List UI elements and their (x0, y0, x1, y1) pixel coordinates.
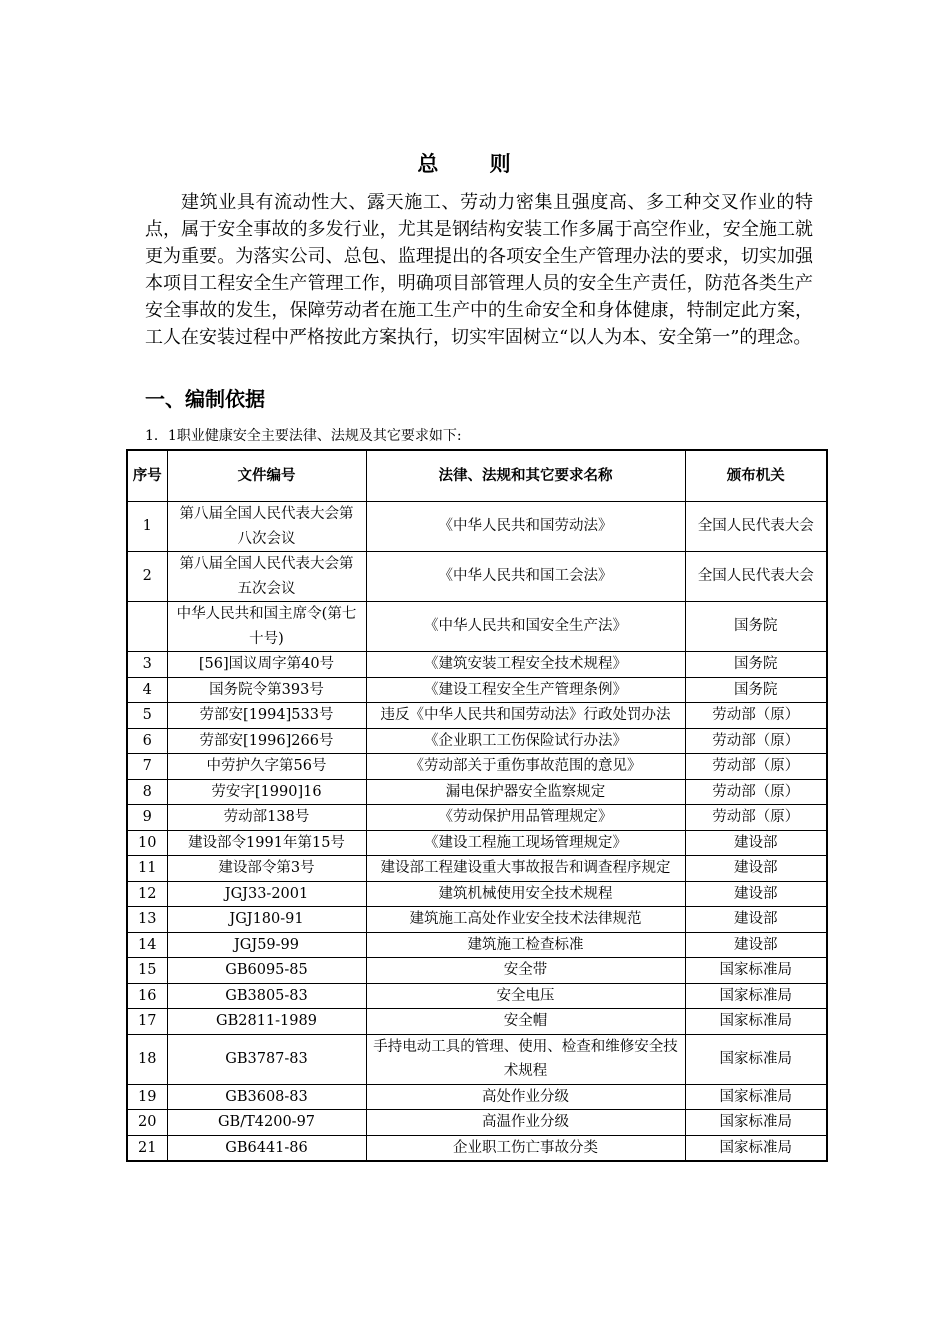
cell-issuing-authority: 全国人民代表大会 (685, 552, 827, 602)
table-row (127, 1110, 827, 1136)
table-row (127, 652, 827, 678)
cell-regulation-name: 手持电动工具的管理、使用、检查和维修安全技术规程 (366, 1034, 685, 1084)
cell-document-number: GB3787-83 (167, 1034, 366, 1084)
table-row (127, 602, 827, 652)
cell-document-number: 劳部安[1996]266号 (167, 728, 366, 754)
cell-issuing-authority: 劳动部（原） (685, 805, 827, 831)
cell-issuing-authority: 国家标准局 (685, 983, 827, 1009)
cell-number: 1 (127, 502, 167, 552)
cell-document-number: GB6441-86 (167, 1135, 366, 1161)
cell-issuing-authority: 劳动部（原） (685, 779, 827, 805)
cell-number: 20 (127, 1110, 167, 1136)
cell-issuing-authority: 建设部 (685, 856, 827, 882)
cell-document-number: 建设部令第3号 (167, 856, 366, 882)
cell-regulation-name: 高处作业分级 (366, 1084, 685, 1110)
cell-regulation-name: 建设部工程建设重大事故报告和调查程序规定 (366, 856, 685, 882)
cell-number: 4 (127, 677, 167, 703)
cell-issuing-authority: 建设部 (685, 830, 827, 856)
table-row (127, 881, 827, 907)
cell-regulation-name: 高温作业分级 (366, 1110, 685, 1136)
cell-regulation-name: 漏电保护器安全监察规定 (366, 779, 685, 805)
cell-regulation-name: 安全帽 (366, 1009, 685, 1035)
cell-document-number: JGJ33-2001 (167, 881, 366, 907)
cell-issuing-authority: 建设部 (685, 907, 827, 933)
cell-issuing-authority: 国务院 (685, 677, 827, 703)
cell-document-number: GB/T4200-97 (167, 1110, 366, 1136)
cell-issuing-authority: 劳动部（原） (685, 728, 827, 754)
table-row (127, 932, 827, 958)
table-row (127, 856, 827, 882)
table-row (127, 1009, 827, 1035)
cell-issuing-authority: 劳动部（原） (685, 703, 827, 729)
table-row (127, 754, 827, 780)
cell-document-number: 国务院令第393号 (167, 677, 366, 703)
header-document-number: 文件编号 (167, 450, 366, 502)
cell-issuing-authority: 国家标准局 (685, 1034, 827, 1084)
cell-number: 9 (127, 805, 167, 831)
header-regulation-name: 法律、法规和其它要求名称 (366, 450, 685, 502)
cell-document-number: GB6095-85 (167, 958, 366, 984)
cell-issuing-authority: 劳动部（原） (685, 754, 827, 780)
cell-regulation-name: 《建筑安装工程安全技术规程》 (366, 652, 685, 678)
page-title: 总 则 (417, 152, 533, 177)
cell-number: 6 (127, 728, 167, 754)
cell-document-number: [56]国议周字第40号 (167, 652, 366, 678)
cell-document-number: 劳安字[1990]16 (167, 779, 366, 805)
cell-regulation-name: 《企业职工工伤保险试行办法》 (366, 728, 685, 754)
cell-issuing-authority: 全国人民代表大会 (685, 502, 827, 552)
table-row (127, 728, 827, 754)
cell-number: 21 (127, 1135, 167, 1161)
cell-number: 19 (127, 1084, 167, 1110)
table-body (127, 502, 827, 1162)
cell-number (127, 602, 167, 652)
cell-issuing-authority: 建设部 (685, 881, 827, 907)
cell-issuing-authority: 国务院 (685, 602, 827, 652)
cell-number: 18 (127, 1034, 167, 1084)
cell-number: 12 (127, 881, 167, 907)
table-header-row (127, 450, 827, 502)
cell-document-number: 中华人民共和国主席令(第七十号) (167, 602, 366, 652)
table-row (127, 1135, 827, 1161)
table-row (127, 958, 827, 984)
table-row (127, 677, 827, 703)
cell-number: 15 (127, 958, 167, 984)
table-row (127, 703, 827, 729)
table-row (127, 502, 827, 552)
cell-document-number: JGJ180-91 (167, 907, 366, 933)
cell-regulation-name: 《中华人民共和国安全生产法》 (366, 602, 685, 652)
cell-number: 8 (127, 779, 167, 805)
cell-document-number: 第八届全国人民代表大会第五次会议 (167, 552, 366, 602)
cell-issuing-authority: 国务院 (685, 652, 827, 678)
cell-document-number: 第八届全国人民代表大会第八次会议 (167, 502, 366, 552)
cell-regulation-name: 《建设工程施工现场管理规定》 (366, 830, 685, 856)
table-row (127, 1084, 827, 1110)
cell-number: 13 (127, 907, 167, 933)
table-row (127, 830, 827, 856)
header-number: 序号 (127, 450, 167, 502)
table-row (127, 805, 827, 831)
cell-regulation-name: 建筑施工检查标准 (366, 932, 685, 958)
cell-number: 7 (127, 754, 167, 780)
cell-regulation-name: 《劳动部关于重伤事故范围的意见》 (366, 754, 685, 780)
cell-regulation-name: 《中华人民共和国劳动法》 (366, 502, 685, 552)
cell-regulation-name: 建筑施工高处作业安全技术法律规范 (366, 907, 685, 933)
cell-number: 3 (127, 652, 167, 678)
cell-number: 16 (127, 983, 167, 1009)
table-row (127, 552, 827, 602)
cell-issuing-authority: 国家标准局 (685, 1110, 827, 1136)
table-row (127, 1034, 827, 1084)
table-row (127, 907, 827, 933)
cell-regulation-name: 安全带 (366, 958, 685, 984)
section-heading: 一、编制依据 (145, 387, 265, 411)
cell-document-number: JGJ59-99 (167, 932, 366, 958)
cell-issuing-authority: 国家标准局 (685, 1135, 827, 1161)
table-caption: 1．1职业健康安全主要法律、法规及其它要求如下: (145, 428, 462, 444)
cell-number: 17 (127, 1009, 167, 1035)
cell-regulation-name: 企业职工伤亡事故分类 (366, 1135, 685, 1161)
cell-document-number: 中劳护久字第56号 (167, 754, 366, 780)
cell-regulation-name: 《劳动保护用品管理规定》 (366, 805, 685, 831)
cell-document-number: GB3608-83 (167, 1084, 366, 1110)
cell-document-number: 劳部安[1994]533号 (167, 703, 366, 729)
cell-regulation-name: 《中华人民共和国工会法》 (366, 552, 685, 602)
intro-paragraph: 建筑业具有流动性大、露天施工、劳动力密集且强度高、多工种交叉作业的特点，属于安全事故的多发行业，尤其是钢结构安装工作多属于高空作业，安全施工就更为重要。为落实公司、总包、监理提出的各项安全生产管理办法的要求，切实加强本项目工程安全生产管理工作，明确项目部管理人员的安全生产责任，防范各类生产安全事故的发生，保障劳动者在施工生产中的生命安全和身体健康，特制定此方案，工人在安装过程中严格按此方案执行，切实牢固树立“以人为本、安全第一”的理念。 (145, 192, 813, 348)
cell-number: 2 (127, 552, 167, 602)
cell-issuing-authority: 国家标准局 (685, 1084, 827, 1110)
cell-regulation-name: 违反《中华人民共和国劳动法》行政处罚办法 (366, 703, 685, 729)
cell-issuing-authority: 国家标准局 (685, 958, 827, 984)
cell-document-number: GB3805-83 (167, 983, 366, 1009)
table-row (127, 983, 827, 1009)
cell-number: 11 (127, 856, 167, 882)
cell-issuing-authority: 建设部 (685, 932, 827, 958)
table-row (127, 779, 827, 805)
cell-document-number: GB2811-1989 (167, 1009, 366, 1035)
cell-document-number: 劳动部138号 (167, 805, 366, 831)
header-issuing-authority: 颁布机关 (685, 450, 827, 502)
cell-number: 5 (127, 703, 167, 729)
cell-regulation-name: 建筑机械使用安全技术规程 (366, 881, 685, 907)
cell-regulation-name: 《建设工程安全生产管理条例》 (366, 677, 685, 703)
cell-issuing-authority: 国家标准局 (685, 1009, 827, 1035)
cell-number: 14 (127, 932, 167, 958)
regulations-table (126, 449, 828, 1162)
cell-regulation-name: 安全电压 (366, 983, 685, 1009)
cell-number: 10 (127, 830, 167, 856)
cell-document-number: 建设部令1991年第15号 (167, 830, 366, 856)
